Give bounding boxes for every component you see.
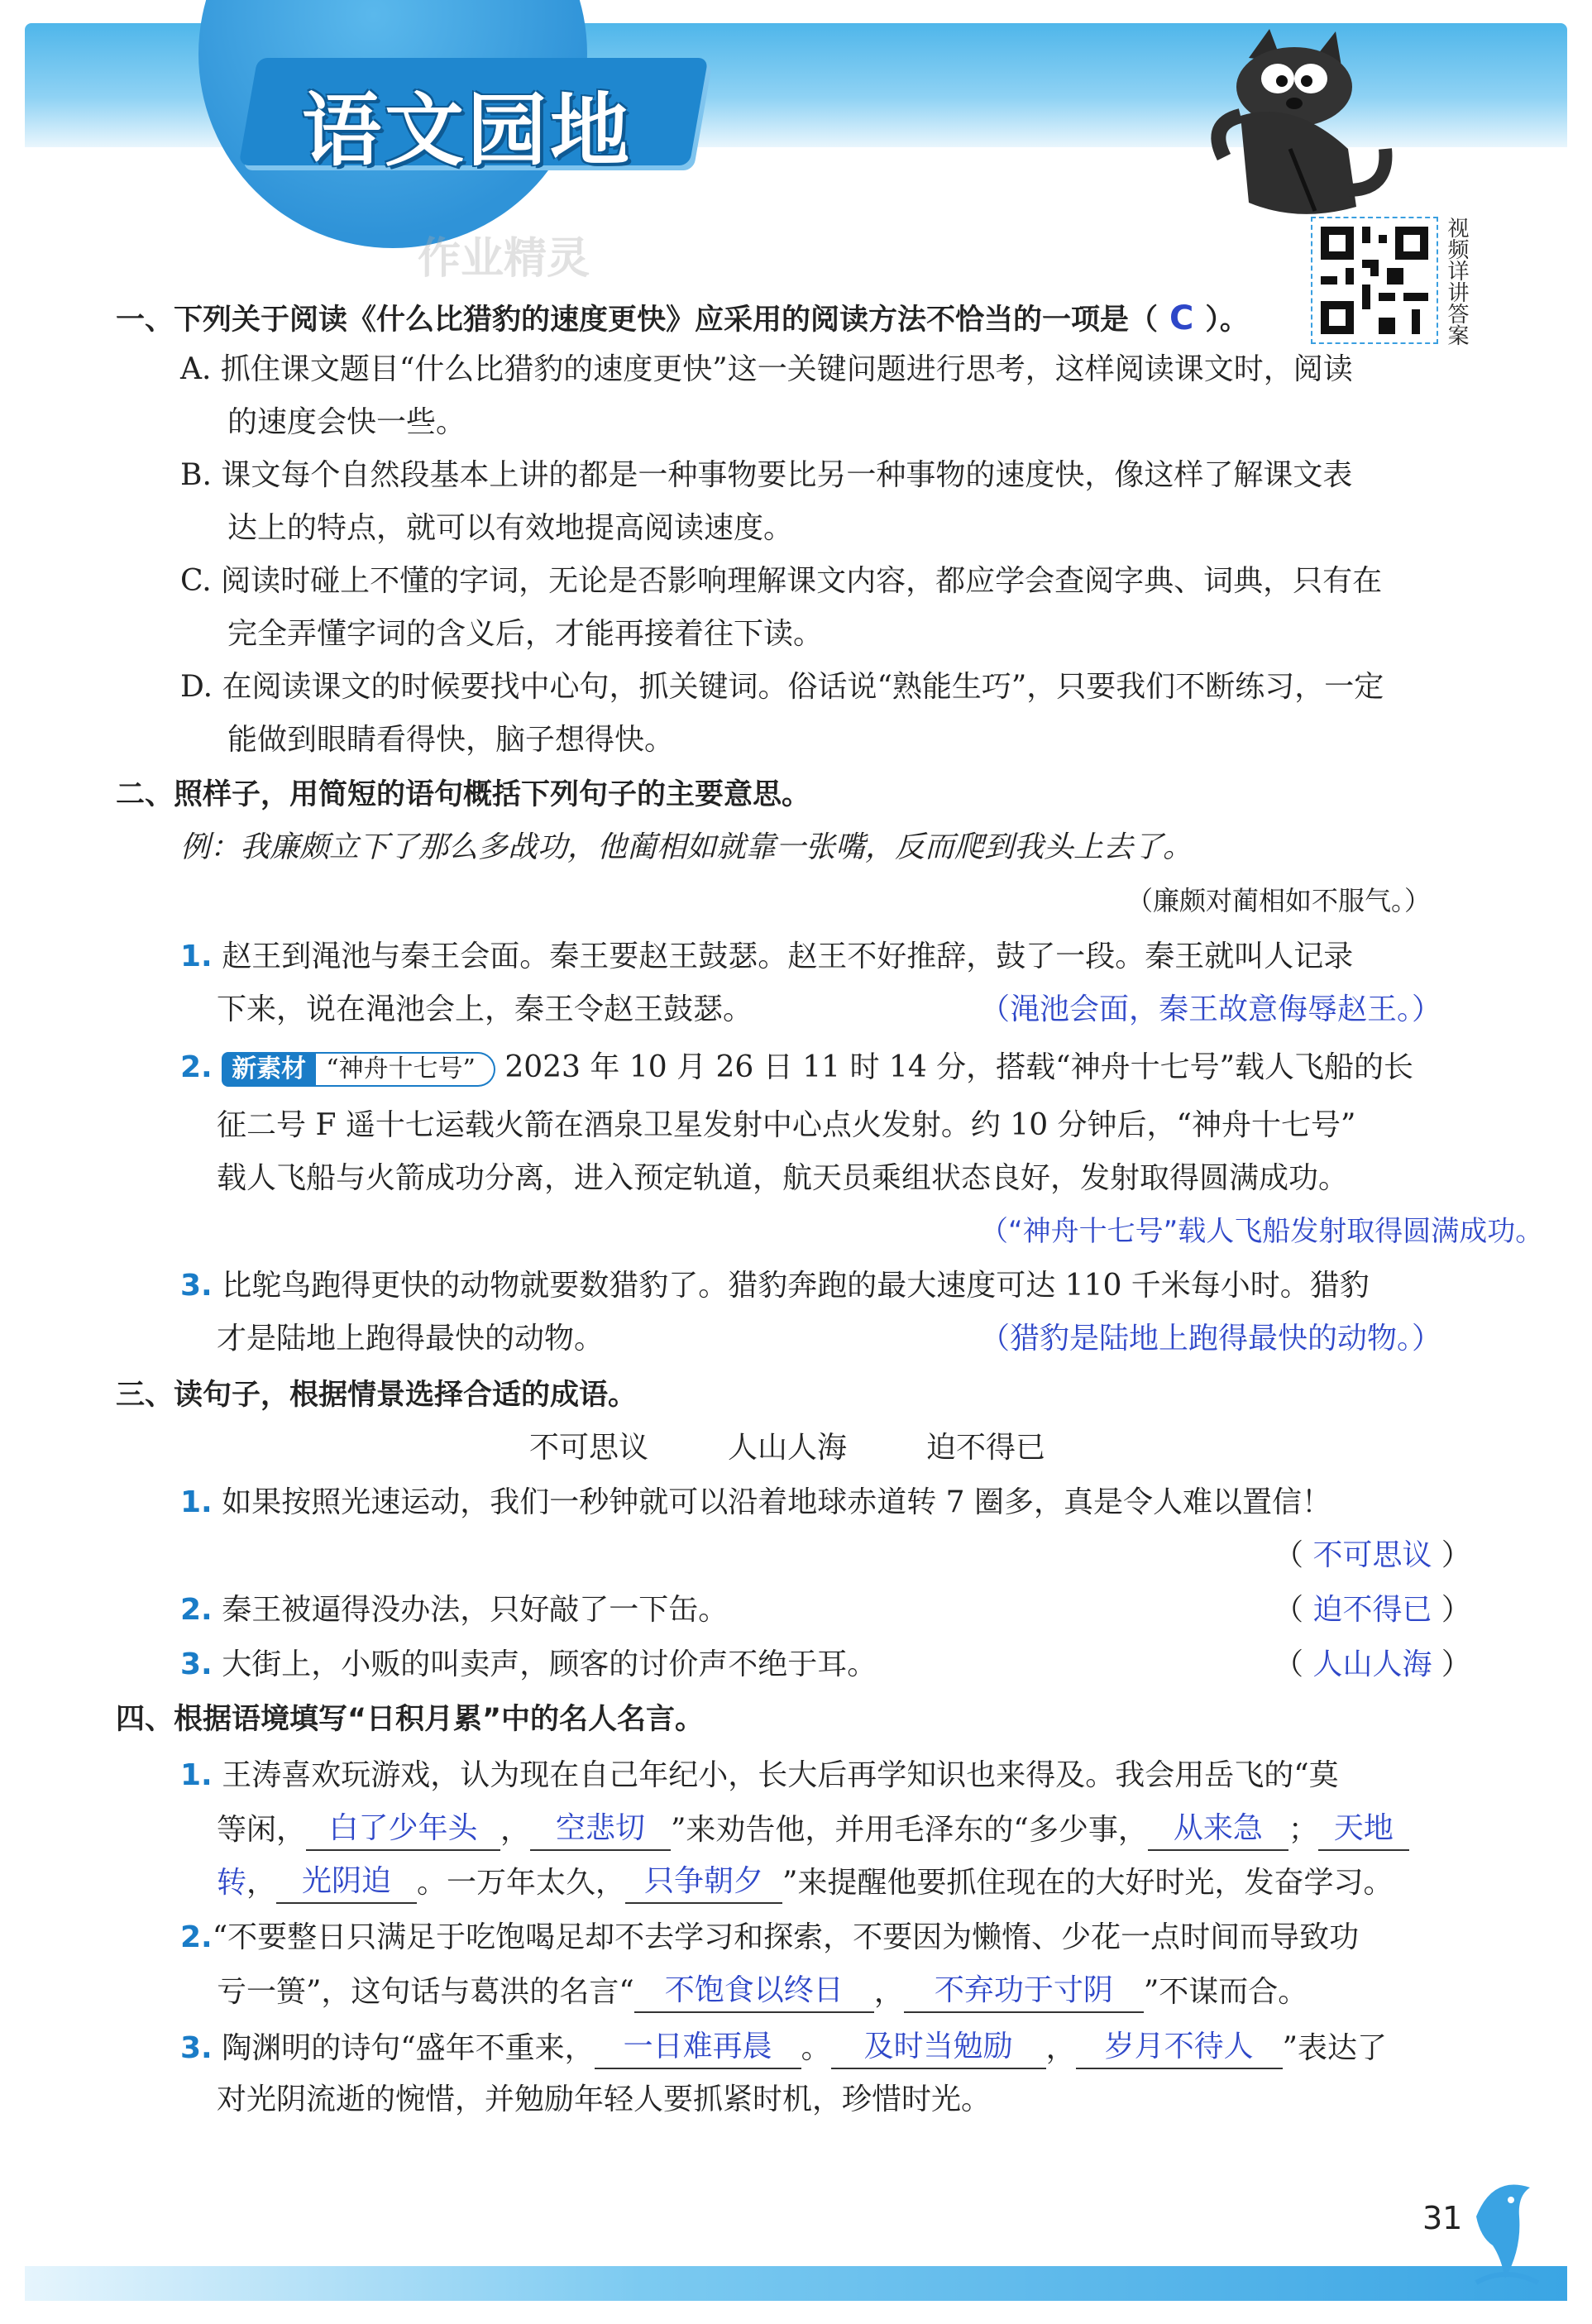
q3-choice-3: 迫不得已 bbox=[926, 1431, 1046, 1465]
q1-option-a-cont: 的速度会快一些。 bbox=[227, 405, 466, 439]
q4-2-blank-1: 不饱食以终日 bbox=[634, 1970, 874, 2013]
q4-3-blank-2: 及时当勉励 bbox=[831, 2026, 1046, 2069]
dolphin-icon bbox=[1460, 2167, 1551, 2291]
q4-3-blank-1: 一日难再晨 bbox=[595, 2026, 801, 2069]
q1-option-b: B. 课文每个自然段基本上讲的都是一种事物要比另一种事物的速度快，像这样了解课文表 bbox=[180, 458, 1353, 492]
new-material-title: “神舟十七号” bbox=[316, 1052, 495, 1087]
q2-heading: 二、照样子，用简短的语句概括下列句子的主要意思。 bbox=[116, 778, 811, 811]
q3-item-2-answer: （ 迫不得已 ） bbox=[1274, 1593, 1471, 1627]
page-title: 语文园地 bbox=[302, 84, 633, 177]
q1-option-a: A. 抓住课文题目“什么比猎豹的速度更快”这一关键问题进行思考，这样阅读课文时，阅读 bbox=[180, 352, 1353, 386]
q2-item-3-answer: （猎豹是陆地上跑得最快的动物。） bbox=[980, 1322, 1442, 1356]
q4-3-blank-3: 岁月不待人 bbox=[1076, 2026, 1283, 2069]
q3-item-2: 2. 秦王被逼得没办法，只好敲了一下缶。 bbox=[180, 1593, 729, 1627]
q1-answer: C bbox=[1169, 299, 1194, 337]
qr-code-icon bbox=[1312, 218, 1437, 342]
q3-heading: 三、读句子，根据情景选择合适的成语。 bbox=[116, 1379, 638, 1412]
q4-2-blank-2: 不弃功于寸阴 bbox=[904, 1970, 1144, 2013]
qr-caption: 视频详讲答案 bbox=[1444, 217, 1469, 346]
q2-item-2: 2. 新素材 “神舟十七号” 2023 年 10 月 26 日 11 时 14 分，搭载“神舟十七号”载人飞船的长 bbox=[180, 1047, 1413, 1088]
q4-item-2-line2: 亏一篑”，这句话与葛洪的名言“ 不饱食以终日 ， 不弃功于寸阴 ”不谋而合。 bbox=[217, 1970, 1308, 2013]
q3-item-3-answer: （ 人山人海 ） bbox=[1274, 1647, 1471, 1681]
q3-choice-2: 人山人海 bbox=[728, 1431, 848, 1465]
q4-item-1-line3: 转， 光阴迫 。一万年太久， 只争朝夕 ”来提醒他要抓住现在的大好时光，发奋学习。 bbox=[217, 1861, 1393, 1904]
q2-item-3: 3. 比鸵鸟跑得更快的动物就要数猎豹了。猎豹奔跑的最大速度可达 110 千米每小时。猎豹 bbox=[180, 1269, 1370, 1303]
q4-1-blank-3: 从来急 bbox=[1148, 1808, 1288, 1851]
q2-example-answer: （廉颇对蔺相如不服气。） bbox=[1126, 885, 1432, 916]
q1-option-b-cont: 达上的特点，就可以有效地提高阅读速度。 bbox=[227, 511, 794, 545]
q4-item-1: 1. 王涛喜欢玩游戏，认为现在自己年纪小，长大后再学知识也来得及。我会用岳飞的“莫 bbox=[180, 1758, 1339, 1792]
q2-item-2-cont2: 载人飞船与火箭成功分离，进入预定轨道，航天员乘组状态良好，发射取得圆满成功。 bbox=[217, 1161, 1349, 1195]
q1-option-c-cont: 完全弄懂字词的含义后，才能再接着往下读。 bbox=[227, 617, 824, 651]
q4-1-blank-1: 白了少年头 bbox=[306, 1808, 500, 1851]
qr-code[interactable] bbox=[1311, 217, 1438, 344]
q2-item-3-cont: 才是陆地上跑得最快的动物。 bbox=[217, 1322, 605, 1356]
q2-item-1-cont: 下来，说在渑池会上，秦王令赵王鼓瑟。 bbox=[217, 992, 753, 1026]
q2-example: 例：我廉颇立下了那么多战功，他蔺相如就靠一张嘴，反而爬到我头上去了。 bbox=[180, 830, 1193, 864]
q3-item-1: 1. 如果按照光速运动，我们一秒钟就可以沿着地球赤道转 7 圈多，真是令人难以置信！ bbox=[180, 1485, 1331, 1519]
q2-item-2-answer: （“神舟十七号”载人飞船发射取得圆满成功。 bbox=[980, 1215, 1544, 1248]
q2-item-1: 1. 赵王到渑池与秦王会面。秦王要赵王鼓瑟。赵王不好推辞，鼓了一段。秦王就叫人记录 bbox=[180, 940, 1354, 973]
q4-item-3-line2: 对光阴流逝的惋惜，并勉励年轻人要抓紧时机，珍惜时光。 bbox=[217, 2083, 992, 2116]
q3-item-3: 3. 大街上，小贩的叫卖声，顾客的讨价声不绝于耳。 bbox=[180, 1647, 877, 1681]
q4-item-3: 3. 陶渊明的诗句“盛年不重来， 一日难再晨 。 及时当勉励 ， 岁月不待人 ”表达了 bbox=[180, 2026, 1387, 2069]
q4-1-blank-4: 天地 bbox=[1318, 1808, 1409, 1851]
q1-option-d-cont: 能做到眼睛看得快，脑子想得快。 bbox=[227, 723, 675, 757]
q4-1-blank-5: 光阴迫 bbox=[276, 1861, 417, 1904]
q2-item-2-cont1: 征二号 F 遥十七运载火箭在酒泉卫星发射中心点火发射。约 10 分钟后，“神舟十七号” bbox=[217, 1108, 1356, 1142]
q4-item-2: 2.“不要整日只满足于吃饱喝足却不去学习和探索，不要因为懒惰、少花一点时间而导致功 bbox=[180, 1920, 1360, 1954]
footer-band bbox=[25, 2266, 1567, 2301]
q1-option-d: D. 在阅读课文的时候要找中心句，抓关键词。俗话说“熟能生巧”，只要我们不断练习，一定 bbox=[180, 670, 1384, 704]
watermark: 作业精灵 bbox=[418, 234, 590, 284]
q1-heading: 一、下列关于阅读《什么比猎豹的速度更快》应采用的阅读方法不恰当的一项是（ C ）。 bbox=[116, 299, 1249, 337]
q3-choice-1: 不可思议 bbox=[529, 1431, 649, 1465]
q4-heading: 四、根据语境填写“日积月累”中的名人名言。 bbox=[116, 1703, 705, 1736]
q3-item-1-answer: （ 不可思议 ） bbox=[1274, 1538, 1471, 1572]
page-number: 31 bbox=[1422, 2200, 1463, 2236]
q4-1-blank-2: 空悲切 bbox=[530, 1808, 671, 1851]
q2-item-1-answer: （渑池会面，秦王故意侮辱赵王。） bbox=[980, 992, 1442, 1026]
q4-item-1-line2: 等闲， 白了少年头 ， 空悲切 ”来劝告他，并用毛泽东的“多少事， 从来急 ； 天地 bbox=[217, 1808, 1409, 1851]
new-material-tag: 新素材 bbox=[222, 1052, 316, 1087]
cat-mascot-icon bbox=[1191, 25, 1398, 223]
q1-option-c: C. 阅读时碰上不懂的字词，无论是否影响理解课文内容，都应学会查阅字典、词典，只有在 bbox=[180, 564, 1383, 598]
q4-1-blank-6: 只争朝夕 bbox=[625, 1861, 782, 1904]
